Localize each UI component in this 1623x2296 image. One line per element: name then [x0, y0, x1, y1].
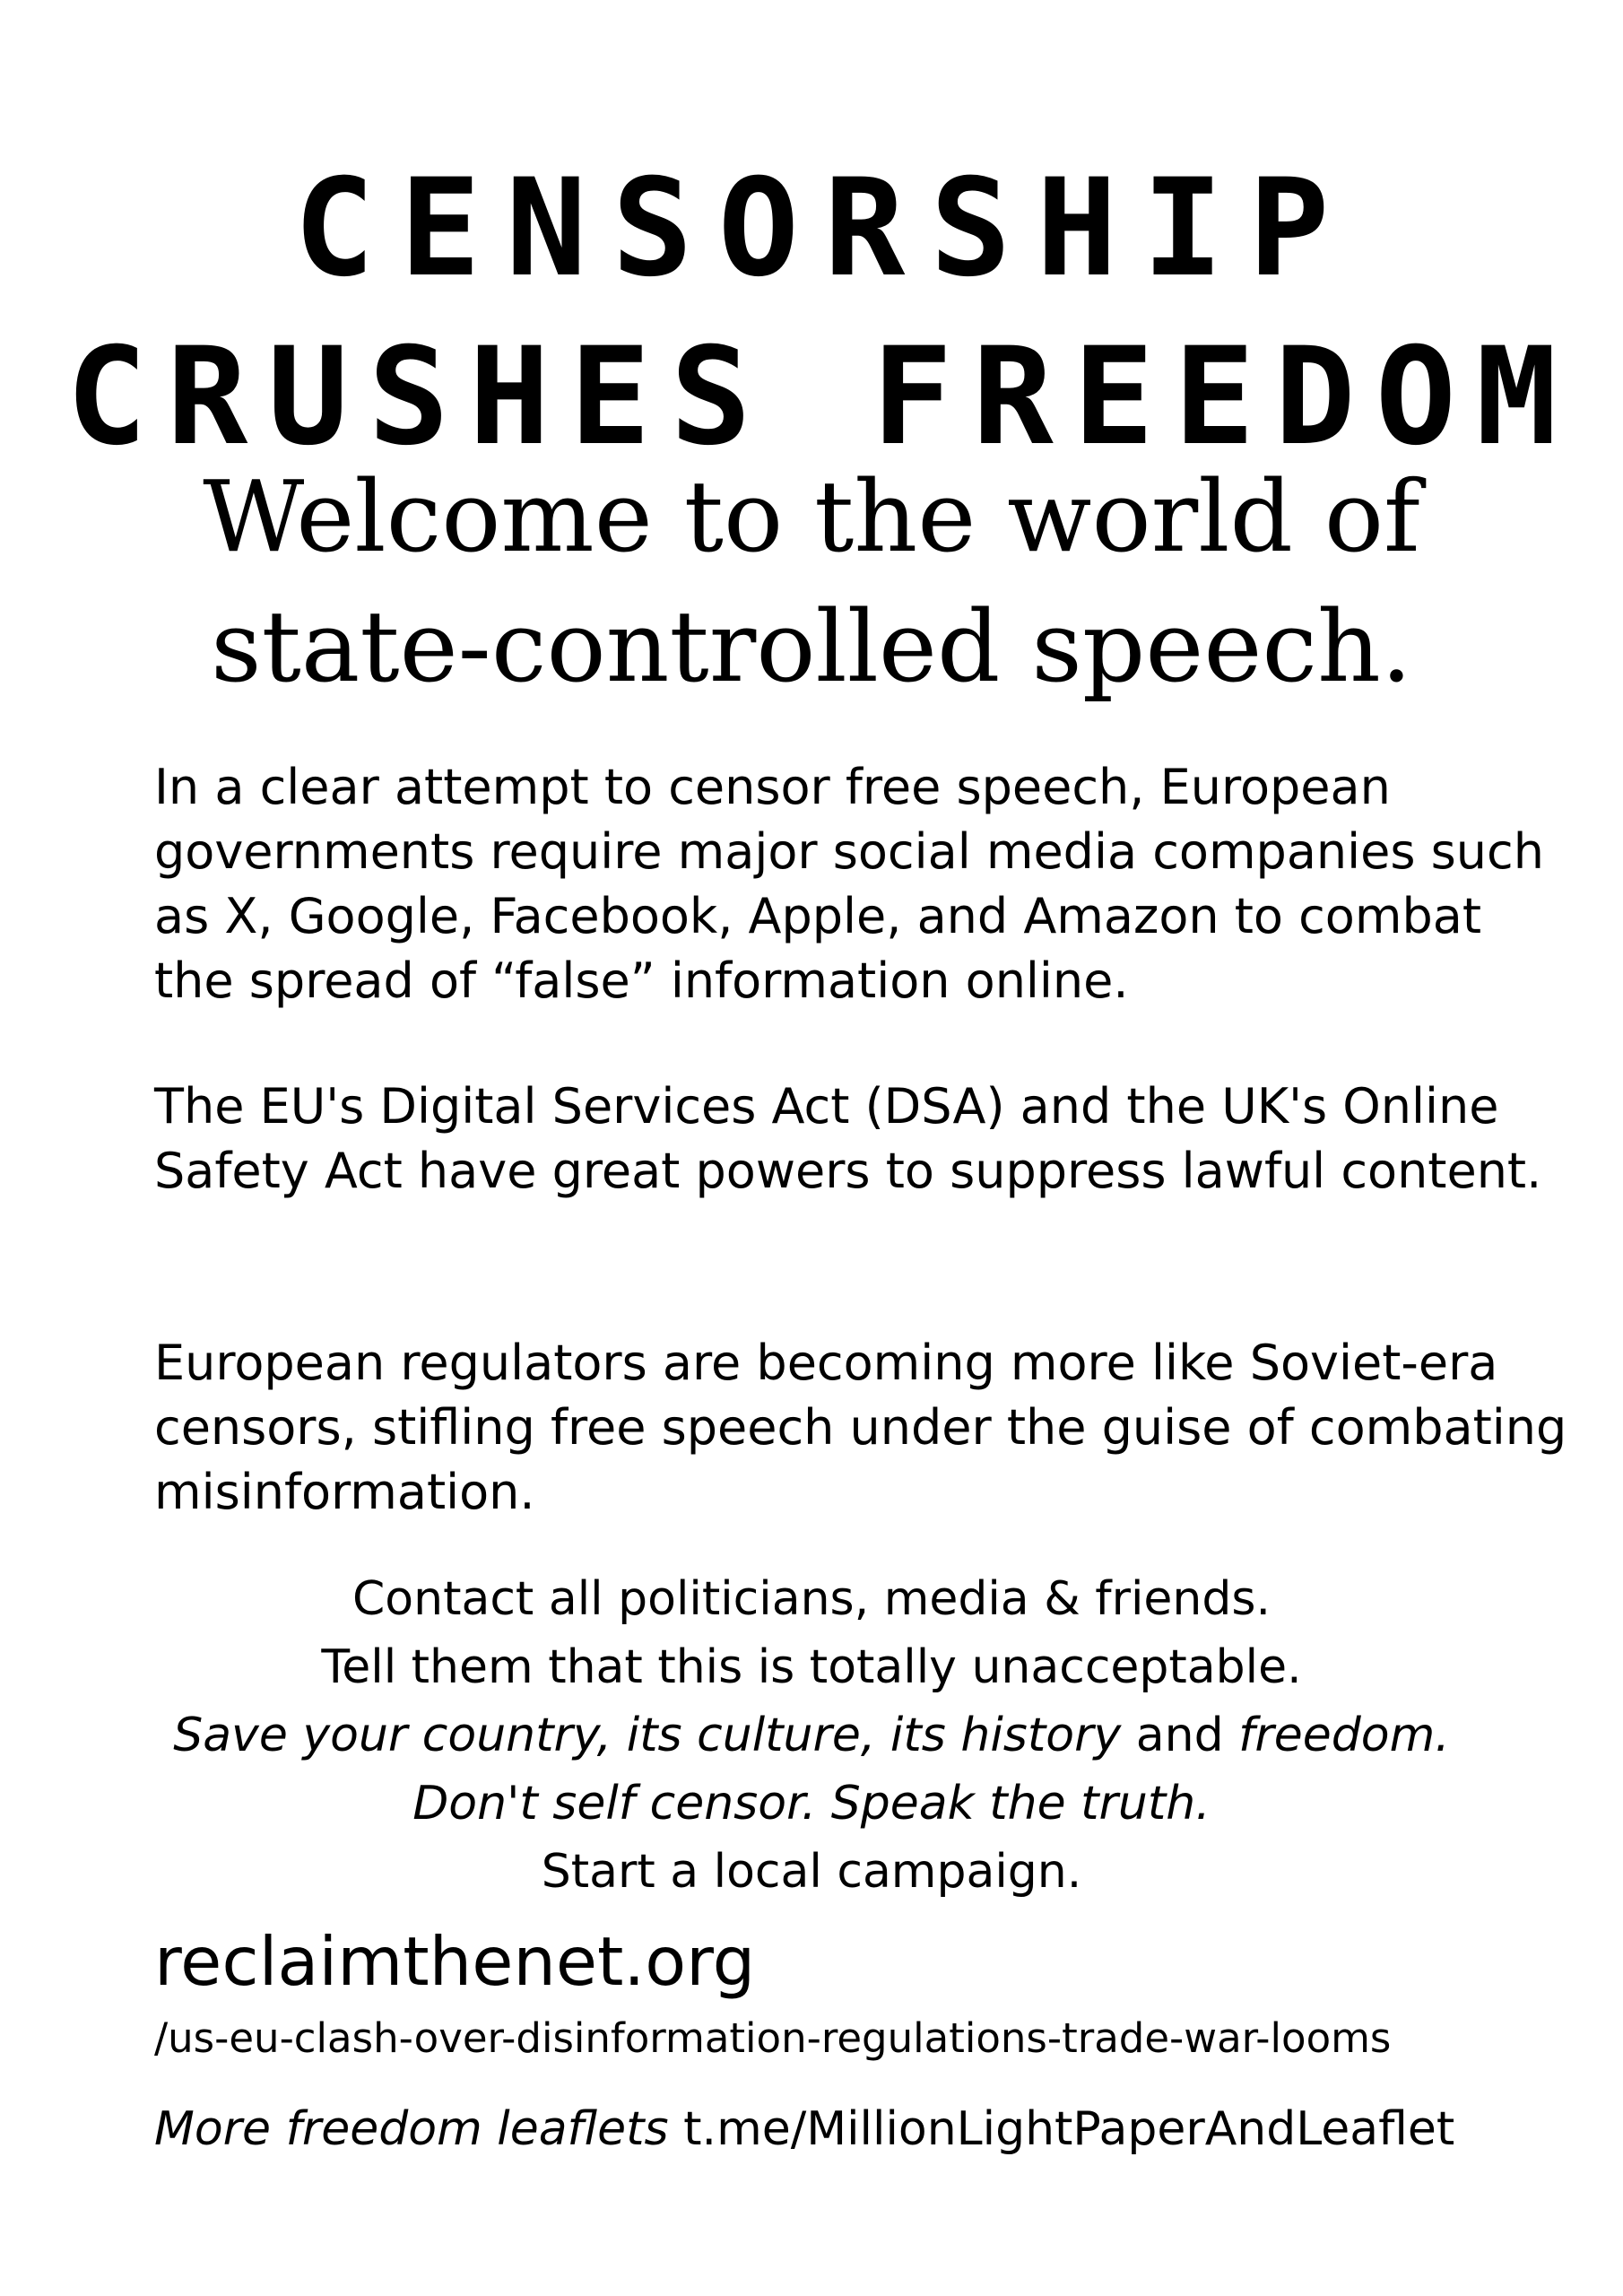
cta-contact: Contact all politicians, media & friends.: [352, 1572, 1271, 1626]
paragraph-censorship: In a clear attempt to censor free speech, European governments require major social media companies such as X, Google, Facebook, Apple, and Amazon to combat the spread of “false” information online.: [154, 759, 1544, 1009]
subheadline-line-2: state-controlled speech.: [211, 589, 1412, 704]
cta-local-campaign: Start a local campaign.: [541, 1845, 1082, 1899]
headline-line-1: CENSORSHIP: [293, 151, 1355, 307]
cta-tell-them: Tell them that this is totally unacceptable.: [321, 1640, 1302, 1694]
cta-speak-truth: Don't self censor. Speak the truth.: [412, 1777, 1211, 1831]
footer-more-leaflets: [154, 2102, 1455, 2156]
source-domain[interactable]: reclaimthenet.org: [154, 1922, 756, 2001]
cta-save-country-part3: freedom.: [1238, 1709, 1450, 1762]
source-path[interactable]: /us-eu-clash-over-disinformation-regulations-trade-war-looms: [154, 2014, 1392, 2062]
call-to-action: [0, 1565, 1623, 1906]
cta-save-country-part2: and: [1121, 1709, 1239, 1762]
headline-line-2: CRUSHES FREEDOM: [65, 319, 1577, 475]
cta-save-country: [0, 1701, 1623, 1770]
footer-label: More freedom leaflets: [154, 2102, 669, 2156]
paragraph-regulators: European regulators are becoming more like Soviet-era censors, stifling free speech under the guise of combating misinformation.: [154, 1335, 1567, 1520]
footer-link[interactable]: t.me/MillionLightPaperAndLeaflet: [668, 2102, 1455, 2156]
cta-save-country-part1: Save your country, its culture, its history: [173, 1709, 1122, 1762]
paragraph-dsa: The EU's Digital Services Act (DSA) and the UK's Online Safety Act have great powers to suppress lawful content.: [154, 1078, 1542, 1199]
subheadline-line-1: Welcome to the world of: [203, 459, 1420, 574]
